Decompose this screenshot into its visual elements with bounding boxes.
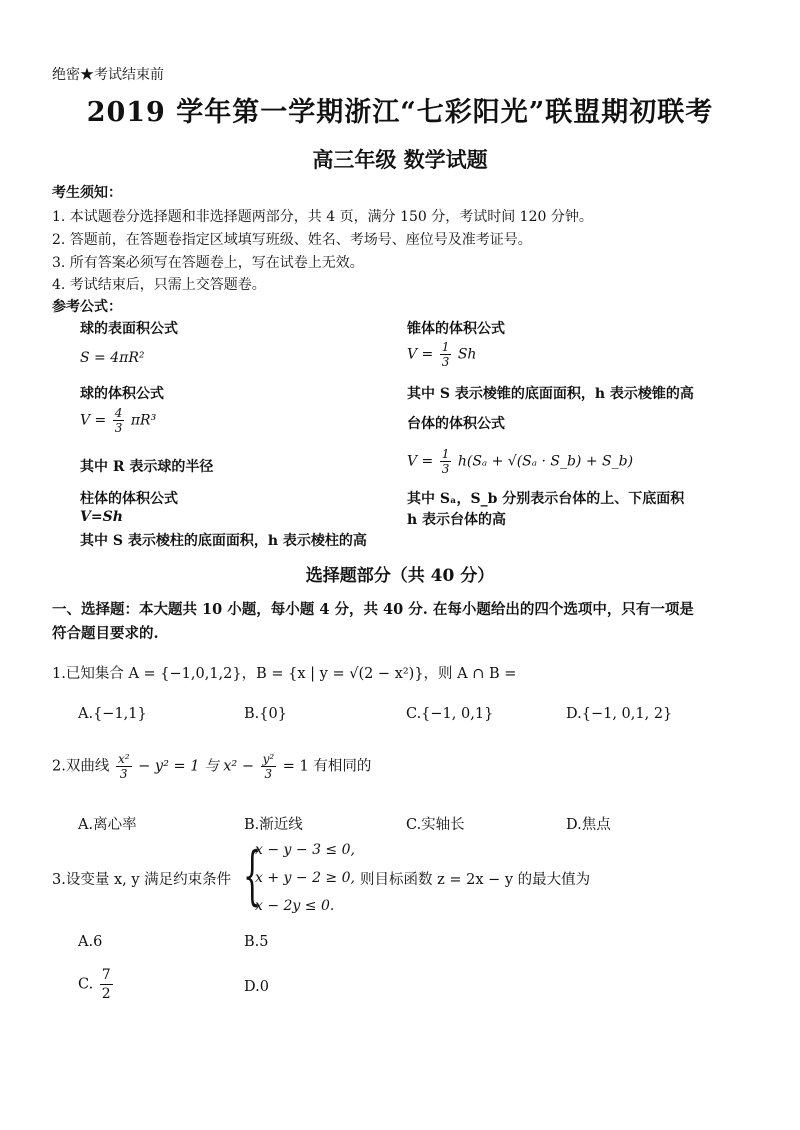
prism-note: 其中 S 表示棱柱的底面面积，h 表示棱柱的高 (80, 533, 367, 549)
question-3-option-a: A.6 (78, 934, 103, 950)
sphere-volume-label: 球的体积公式 (80, 386, 164, 402)
constraint-line: x + y − 2 ≥ 0, (255, 870, 355, 886)
prism-volume-formula: V=Sh (80, 509, 123, 525)
note-item: 3. 所有答案必须写在答题卷上，写在试卷上无效。 (52, 255, 364, 271)
instructions-line-1: 一、选择题：本大题共 10 小题，每小题 4 分，共 40 分. 在每小题给出的四个选项中，只有一项是 (52, 601, 694, 618)
question-1-option-a: A.{−1,1} (78, 706, 147, 722)
part-heading: 选择题部分（共 40 分） (305, 566, 495, 586)
note-item: 1. 本试题卷分选择题和非选择题两部分，共 4 页，满分 150 分，考试时间 120 分钟。 (52, 209, 593, 225)
question-1-option-c: C.{−1, 0,1} (406, 706, 494, 722)
sphere-area-formula: S = 4πR² (80, 350, 145, 366)
question-2-stem: 2.双曲线 $\frac{\text{x²}}{3}$ − y² = 1 与 x² − $\frac{\text{y²}}{3}$ = 1 有相同的 (52, 752, 372, 781)
notes-heading: 考生须知： (52, 185, 122, 201)
frustum-note-2: h 表示台体的高 (407, 512, 507, 528)
sphere-area-label: 球的表面积公式 (80, 321, 178, 337)
question-2-option-d: D.焦点 (566, 817, 611, 833)
question-3-option-c: C. $\frac{7}{2}$ (78, 967, 111, 1002)
formulas-heading: 参考公式： (52, 299, 122, 315)
cone-volume-label: 锥体的体积公式 (407, 321, 505, 337)
constraint-line: x − 2y ≤ 0. (255, 898, 335, 914)
question-3-option-b: B.5 (244, 934, 269, 950)
frustum-volume-label: 台体的体积公式 (407, 416, 505, 432)
question-3-stem-post: 则目标函数 z = 2x − y 的最大值为 (360, 872, 591, 888)
instructions-line-2: 符合题目要求的. (52, 625, 159, 642)
frustum-note-1: 其中 Sₐ，S_b 分别表示台体的上、下底面积 (407, 491, 685, 507)
sphere-volume-formula: V = $\frac{4}{3}$ πR³ (80, 406, 157, 435)
question-2-option-c: C.实轴长 (406, 817, 465, 833)
question-1-option-b: B.{0} (244, 706, 287, 722)
question-1-stem: 1.已知集合 A = {−1,0,1,2}，B = {x | y = √(2 − x²)}，则 A ∩ B = (52, 666, 517, 682)
cone-note: 其中 S 表示棱锥的底面面积，h 表示棱锥的高 (407, 386, 694, 402)
cone-volume-formula: V = $\frac{1}{3}$ Sh (407, 340, 477, 369)
constraint-line: x − y − 3 ≤ 0, (255, 842, 355, 858)
question-3-option-d: D.0 (244, 979, 269, 995)
exam-subtitle: 高三年级 数学试题 (312, 147, 488, 172)
question-2-option-b: B.渐近线 (244, 817, 303, 833)
exam-title: 2019 学年第一学期浙江“七彩阳光”联盟期初联考 (86, 97, 714, 128)
question-1-option-d: D.{−1, 0,1, 2} (566, 706, 673, 722)
question-2-option-a: A.离心率 (78, 817, 137, 833)
secrecy-label: 绝密★考试结束前 (52, 67, 164, 83)
constraint-brace: { (243, 839, 262, 913)
question-3-stem-pre: 3.设变量 x, y 满足约束条件 (52, 872, 232, 888)
note-item: 4. 考试结束后，只需上交答题卷。 (52, 277, 266, 293)
note-item: 2. 答题前，在答题卷指定区域填写班级、姓名、考场号、座位号及准考证号。 (52, 232, 532, 248)
frustum-volume-formula: V = $\frac{1}{3}$ h(Sₐ + √(Sₐ · S_b) + S_b) (407, 447, 634, 476)
prism-volume-label: 柱体的体积公式 (80, 491, 178, 507)
sphere-radius-note: 其中 R 表示球的半径 (80, 459, 214, 475)
